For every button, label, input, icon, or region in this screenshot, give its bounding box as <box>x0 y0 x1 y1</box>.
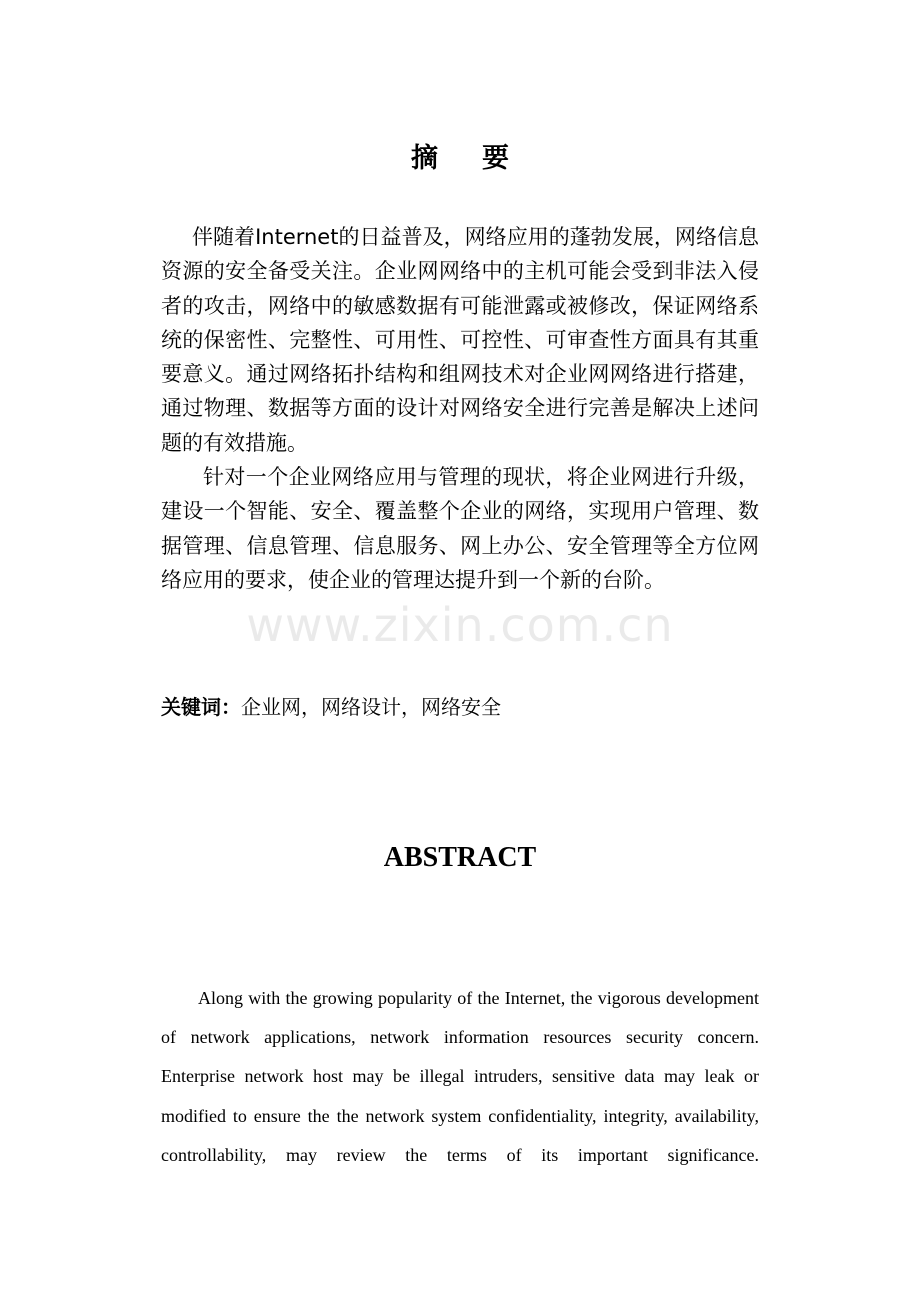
en-abstract-paragraph: Along with the growing popularity of the Internet, the vigorous development of network applications, network information resources security concern. Enterprise network host may be illegal intruders, sensitive data may leak or modified to ensure the the network system confidentiality, integrity, availability, controllability, may review the terms of its important significance. <box>161 988 759 1165</box>
cn-abstract-paragraph: 针对一个企业网络应用与管理的现状，将企业网进行升级，建设一个智能、安全、覆盖整个企业的网络，实现用户管理、数据管理、信息管理、信息服务、网上办公、安全管理等全方位网络应用的要求，使企业的管理达提升到一个新的台阶。 <box>161 465 759 592</box>
cn-title-char-2: 要 <box>482 143 509 174</box>
cn-title-char-1: 摘 <box>411 143 438 174</box>
cn-abstract-paragraph: 伴随着Internet的日益普及，网络应用的蓬勃发展，网络信息资源的安全备受关注。企业网网络中的主机可能会受到非法入侵者的攻击，网络中的敏感数据有可能泄露或被修改，保证网络系统的保密性、完整性、可用性、可控性、可审查性方面具有其重要意义。通过网络拓扑结构和组网技术对企业网网络进行搭建，通过物理、数据等方面的设计对网络安全进行完善是解决上述问题的有效措施。 <box>161 225 759 455</box>
en-abstract-body <box>161 979 759 1175</box>
en-abstract-title: ABSTRACT <box>383 842 537 873</box>
keywords-value: 企业网，网络设计，网络安全 <box>241 695 501 719</box>
watermark-text: www.zixin.com.cn <box>246 598 674 652</box>
cn-abstract-body <box>161 220 759 597</box>
cn-keywords <box>161 690 501 724</box>
keywords-label: 关键词： <box>161 695 241 719</box>
cn-abstract-title <box>0 136 920 175</box>
